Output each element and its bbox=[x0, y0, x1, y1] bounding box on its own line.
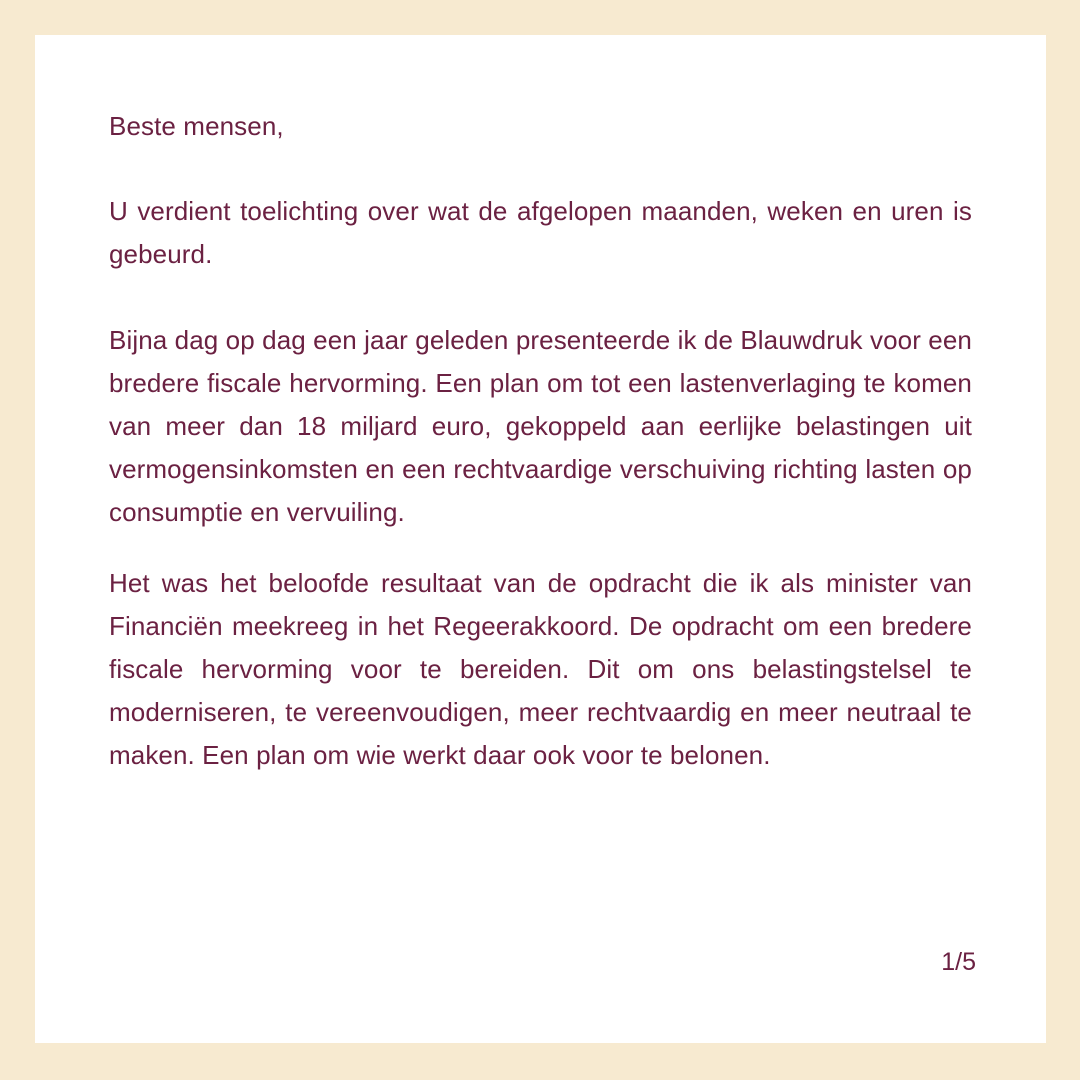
letter-body bbox=[109, 105, 972, 777]
paragraph-opdracht: Het was het beloofde resultaat van de opdracht die ik als minister van Financiën meekreeg in het Regeerakkoord. De opdracht om een bredere fiscale hervorming voor te bereiden. Dit om ons belastingstelsel te moderniseren, te vereenvoudigen, meer rechtvaardig en meer neutraal te maken. Een plan om wie werkt daar ook voor te belonen. bbox=[109, 568, 972, 770]
paragraph-blauwdruk: Bijna dag op dag een jaar geleden presenteerde ik de Blauwdruk voor een bredere fiscale hervorming. Een plan om tot een lastenverlaging te komen van meer dan 18 miljard euro, gekoppeld aan eerlijke belastingen uit vermogensinkomsten en een rechtvaardige verschuiving richting lasten op consumptie en vervuiling. bbox=[109, 325, 972, 527]
letter-card bbox=[35, 35, 1046, 1043]
page-indicator: 1/5 bbox=[941, 948, 976, 976]
greeting: Beste mensen, bbox=[109, 111, 284, 141]
intro-paragraph: U verdient toelichting over wat de afgelopen maanden, weken en uren is gebeurd. bbox=[109, 196, 972, 269]
